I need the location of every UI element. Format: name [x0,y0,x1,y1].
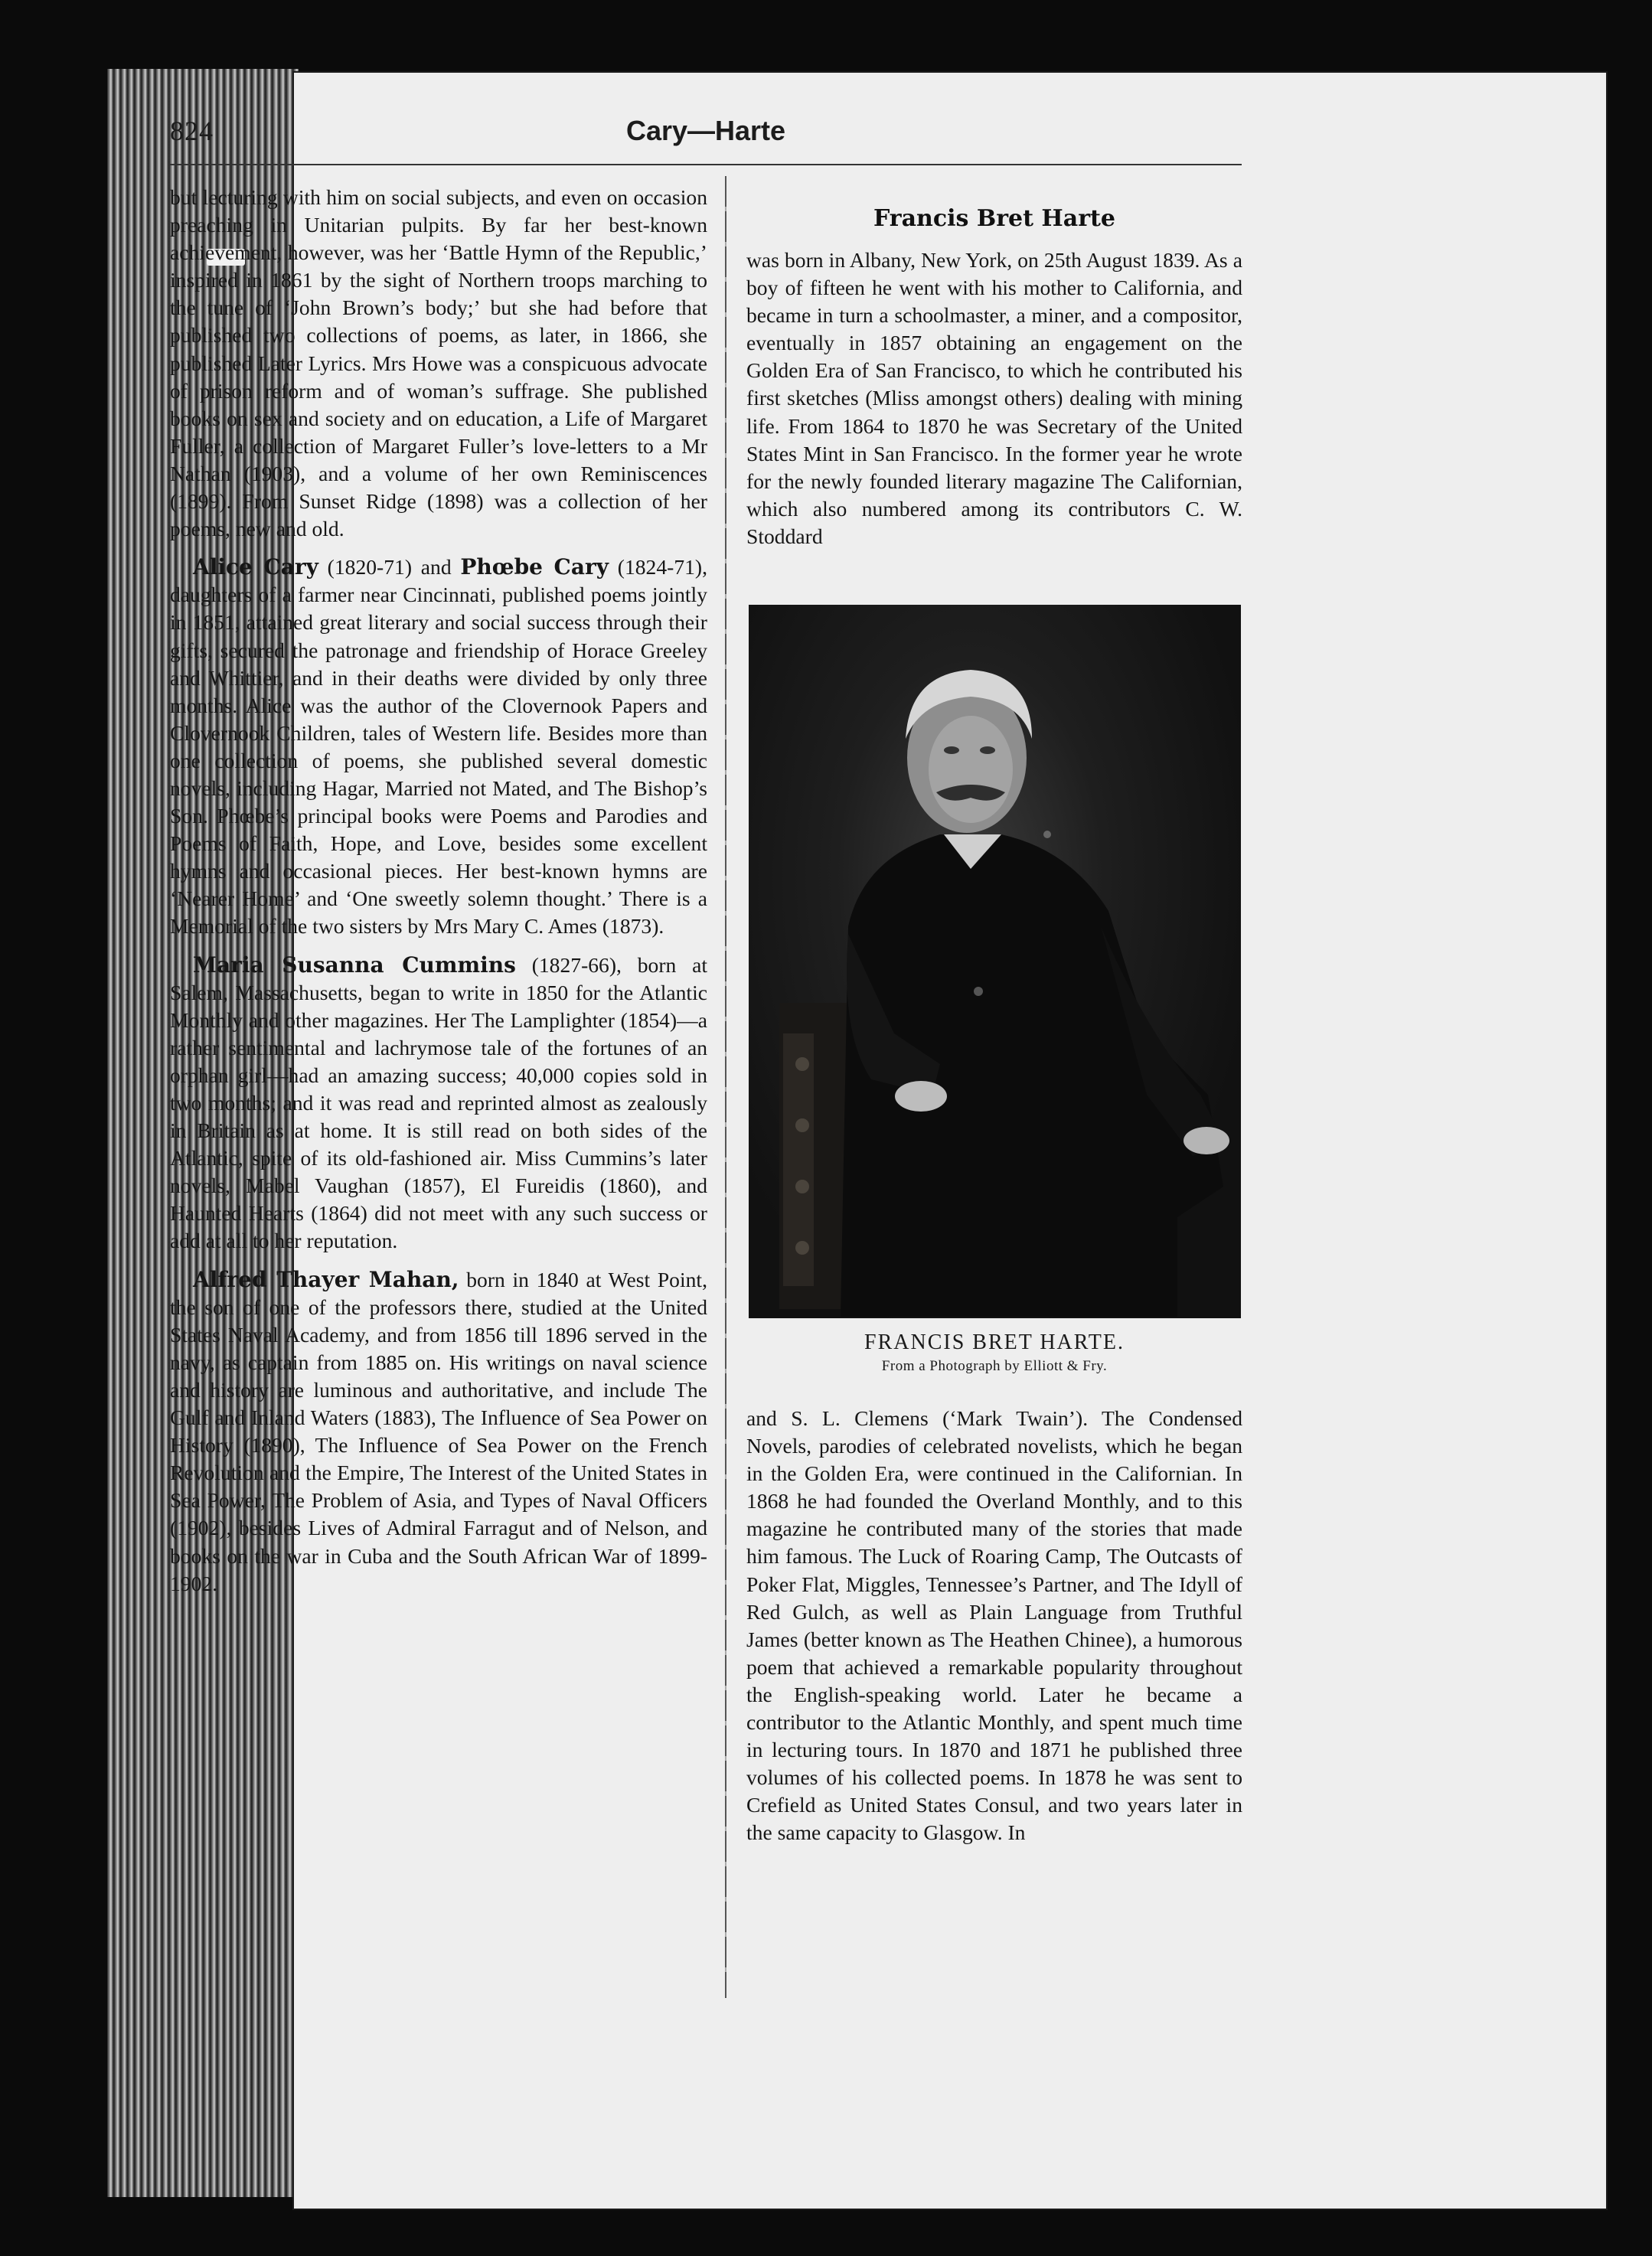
portrait-caption [746,1330,1242,1375]
right-column-bottom [746,1405,1242,1847]
header-rule [170,164,1242,165]
section-title-harte: Francis Bret Harte [873,205,1115,232]
right-column-top [746,246,1242,550]
portrait-photograph [749,605,1241,1318]
harte-paragraph-1: was born in Albany, New York, on 25th August 1839. As a boy of fifteen he went with his mother to California, and became in turn a schoolmaster, a miner, and a compositor, eventually in 1857 obtaining an engagement on the Golden Era of San Francisco, to which he contributed his first sketches (Mliss amongst others) dealing with mining life. From 1864 to 1870 he was Secretary of the United States Mint in San Francisco. In the former year he wrote for the newly founded literary magazine The Californian, which also numbered among its contributors C. W. Stoddard [746,248,1242,548]
page-header [170,115,1242,161]
cary-entry [170,553,707,940]
entry-name-cummins: Maria Susanna Cummins [193,952,516,978]
entry-name-mahan: Alfred Thayer Mahan, [193,1266,459,1292]
cummins-entry [170,952,707,1255]
running-title: Cary—Harte [625,115,786,146]
caption-title: FRANCIS BRET HARTE. [864,1330,1125,1354]
cary-entry-connector: (1820-71) and [318,555,461,580]
howe-continuation-paragraph: but lecturing with him on social subjects, and even on occasion preaching in Unitarian pulpits. By far her best-known achievement, however, was her ‘Battle Hymn of the Republic,’ inspired in 1861 by the sight of Northern troops marching to the tune of ‘John Brown’s body;’ but she had before that published two collections of poems, as later, in 1866, she published Later Lyrics. Mrs Howe was a conspicuous advocate of prison reform and of woman’s suffrage. She published books on sex and society and on education, a Life of Margaret Fuller, a collection of Margaret Fuller’s love-letters to a Mr Nathan (1903), and a volume of her own Reminiscences (1899). From Sunset Ridge (1898) was a collection of her poems, new and old. [170,185,707,541]
page-number: 824 [170,116,214,146]
caption-credit: From a Photograph by Elliott & Fry. [881,1358,1108,1374]
mahan-entry-text: born in 1840 at West Point, the son of one of the professors there, studied at the United States Naval Academy, and from 1856 till 1896 served in the navy, as captain from 1885 on. His writings on naval science and history are luminous and authoritative, and include The Gulf and Inland Waters (1883), The Influence of Sea Power on History (1890), The Influence of Sea Power on the French Revolution and the Empire, The Interest of the United States in Sea Power, The Problem of Asia, and Types of Naval Officers (1902), besides Lives of Admiral Farragut and of Nelson, and books on the war in Cuba and the South African War of 1899-1902. [170,1267,707,1595]
harte-paragraph-2: and S. L. Clemens (‘Mark Twain’). The Condensed Novels, parodies of celebrated novelists, which he began in the Golden Era, were continued in the Californian. In 1868 he had founded the Overland Monthly, and to this magazine he contributed many of the stories that made him famous. The Luck of Roaring Camp, The Outcasts of Poker Flat, Miggles, Tennessee’s Partner, and The Idyll of Red Gulch, as well as Plain Language from Truthful James (better known as The Heathen Chinee), a humorous poem that achieved a remarkable popularity throughout the English-speaking world. Later he became a contributor to the Atlantic Monthly, and spent much time in lecturing tours. In 1870 and 1871 he published three volumes of his collected poems. In 1878 he was sent to Crefield as United States Consul, and two years later in the same capacity to Glasgow. In [746,1406,1242,1845]
mahan-entry [170,1266,707,1598]
column-divider [725,176,726,1998]
portrait-figure-icon [749,605,1241,1318]
cummins-entry-text: (1827-66), born at Salem, Massachusetts, began to write in 1850 for the Atlantic Monthly and other magazines. Her The Lamplighter (1854)—a rather sentimental and lachrymose tale of the fortunes of an orphan girl—had an amazing success; 40,000 copies sold in two months; and it was read and reprinted almost as zealously in Britain as at home. It is still read on both sides of the Atlantic, spite of its old-fashioned air. Miss Cummins’s later novels, Mabel Vaughan (1857), El Fureidis (1860), and Haunted Hearts (1864) did not meet with any such success or add at all to her reputation. [170,952,707,1253]
entry-name-phoebe-cary: Phœbe Cary [460,554,609,580]
left-column [170,184,707,1598]
entry-name-alice-cary: Alice Cary [193,554,318,580]
cary-entry-text: (1824-71), daughters of a farmer near Cincinnati, published poems jointly in 1851, attained great literary and social success through their gifts, secured the patronage and friendship of Horace Greeley and Whittier, and in their deaths were divided by only three months. Alice was the author of the Clovernook Papers and Clovernook Children, tales of Western life. Besides more than one collection of poems, she published several domestic novels, including Hagar, Married not Mated, and The Bishop’s Son. Phœbe’s principal books were Poems and Parodies and Poems of Faith, Hope, and Love, besides some excellent hymns and occasional pieces. Her best-known hymns are ‘Nearer Home’ and ‘One sweetly solemn thought.’ There is a Memorial of the two sisters by Mrs Mary C. Ames (1873). [170,555,708,939]
